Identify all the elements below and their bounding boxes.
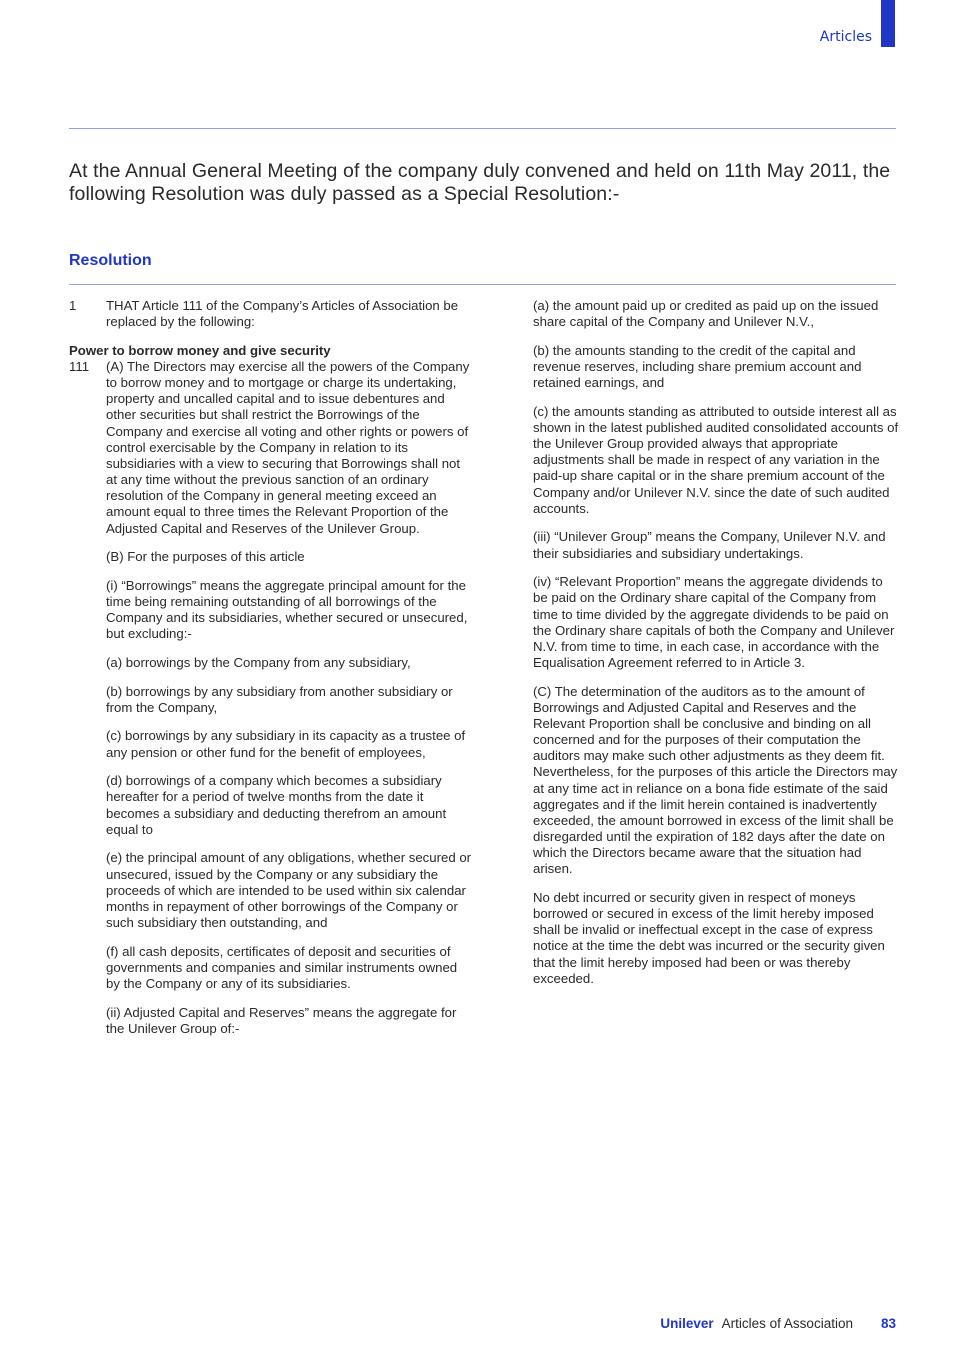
paragraph-a-capital: (a) the amount paid up or credited as paid up on the issued share capital of the Company and Unilever N.V., [533, 298, 879, 330]
subheading: Power to borrow money and give security [69, 342, 331, 358]
article-111 [69, 359, 474, 537]
header-accent-bar [881, 0, 895, 47]
page-number: 83 [880, 1316, 896, 1331]
left-column [69, 298, 474, 1049]
clause-1 [69, 298, 474, 330]
paragraph-debt: No debt incurred or security given in respect of moneys borrowed or secured in excess of the limit hereby imposed shall be invalid or ineffectual except in the case of express notice at the time the debt was incurred or the security given that the limit hereby imposed had been or was thereby exceeded. [533, 890, 885, 986]
paragraph-b-reserves: (b) the amounts standing to the credit of the capital and revenue reserves, including share premium account and retained earnings, and [533, 342, 862, 391]
article-111-a: (A) The Directors may exercise all the powers of the Company to borrow money and to mortgage or charge its undertaking, property and uncalled capital and to issue debentures and other securities but shall restrict the Borrowings of the Company and exercise all voting and other rights or powers of control exercisable by the Company in relation to its subsidiaries with a view to securing that Borrowings shall not at any time without the previous sanction of an ordinary resolution of the Company in general meeting exceed an amount equal to three times the Relevant Proportion of the Adjusted Capital and Reserves of the Unilever Group. [106, 358, 470, 536]
section-divider [69, 284, 896, 285]
clause-text: THAT Article 111 of the Company’s Articles of Association be replaced by the following: [106, 298, 459, 330]
paragraph-C: (C) The determination of the auditors as to the amount of Borrowings and Adjusted Capital and Reserves and the Relevant Proportion shall be conclusive and binding on all concerned and for the purposes of their computation the auditors may make such other adjustments as they deem fit. Nevertheless, for the purposes of this article the Directors may at any time act in reliance on a bona fide estimate of the said aggregates and if the limit herein contained is inadvertently exceeded, the amount borrowed in excess of the limit shall be disregarded until the expiration of 182 days after the date on which the Directors became aware that the situation had arisen. [533, 683, 898, 877]
paragraph-e: (e) the principal amount of any obligations, whether secured or unsecured, issued by the Company or any subsidiary the proceeds of which are intended to be used within six calendar months in repayment of other borrowings of the Company or such subsidiary then outstanding, and [106, 850, 472, 930]
page-footer [660, 1316, 896, 1332]
paragraph-b-sub: (b) borrowings by any subsidiary from another subsidiary or from the Company, [106, 683, 453, 715]
section-heading: Resolution [69, 252, 152, 269]
top-divider [69, 128, 896, 129]
clause-number: 1 [69, 298, 77, 313]
paragraph-iv: (iv) “Relevant Proportion” means the aggregate dividends to be paid on the Ordinary share capital of the Company from time to time divided by the aggregate dividends to be paid on the Ordinary share capitals of both the Company and Unilever N.V. from time to time, in each case, in accordance with the Equalisation Agreement referred to in Article 3. [533, 574, 895, 670]
paragraph-i: (i) “Borrowings” means the aggregate principal amount for the time being remaining outstanding of all borrowings of the Company and its subsidiaries, whether secured or unsecured, but excluding:- [106, 577, 468, 642]
right-column [533, 298, 899, 999]
paragraph-d: (d) borrowings of a company which becomes a subsidiary hereafter for a period of twelve months from the date it becomes a subsidiary and deducting therefrom an amount equal to [106, 773, 447, 837]
paragraph-c-outside-interest: (c) the amounts standing as attributed to outside interest all as shown in the latest published audited consolidated accounts of the Unilever Group provided always that appropriate adjustments shall be made in respect of any variation in the paid-up share capital or in the share premium account of the Company and/or Unilever N.V. since the date of such audited accounts. [533, 403, 899, 516]
paragraph-f: (f) all cash deposits, certificates of deposit and securities of governments and companies and similar instruments owned by the Company or any of its subsidiaries. [106, 943, 458, 991]
brand-name: Unilever [660, 1316, 714, 1331]
paragraph-iii: (iii) “Unilever Group” means the Company, Unilever N.V. and their subsidiaries and subsidiary undertakings. [533, 529, 886, 561]
section-label: Articles [819, 29, 872, 45]
paragraph-c: (c) borrowings by any subsidiary in its capacity as a trustee of any pension or other fund for the benefit of employees, [106, 728, 466, 760]
paragraph-b: (B) For the purposes of this article [106, 549, 305, 565]
paragraph-a: (a) borrowings by the Company from any subsidiary, [106, 654, 411, 670]
paragraph-ii: (ii) Adjusted Capital and Reserves” means the aggregate for the Unilever Group of:- [106, 1004, 457, 1036]
article-number: 111 [69, 358, 90, 374]
document-title: Articles of Association [721, 1316, 853, 1331]
intro-statement: At the Annual General Meeting of the company duly convened and held on 11th May 2011, the following Resolution was duly passed as a Special Resolution:- [69, 160, 891, 205]
